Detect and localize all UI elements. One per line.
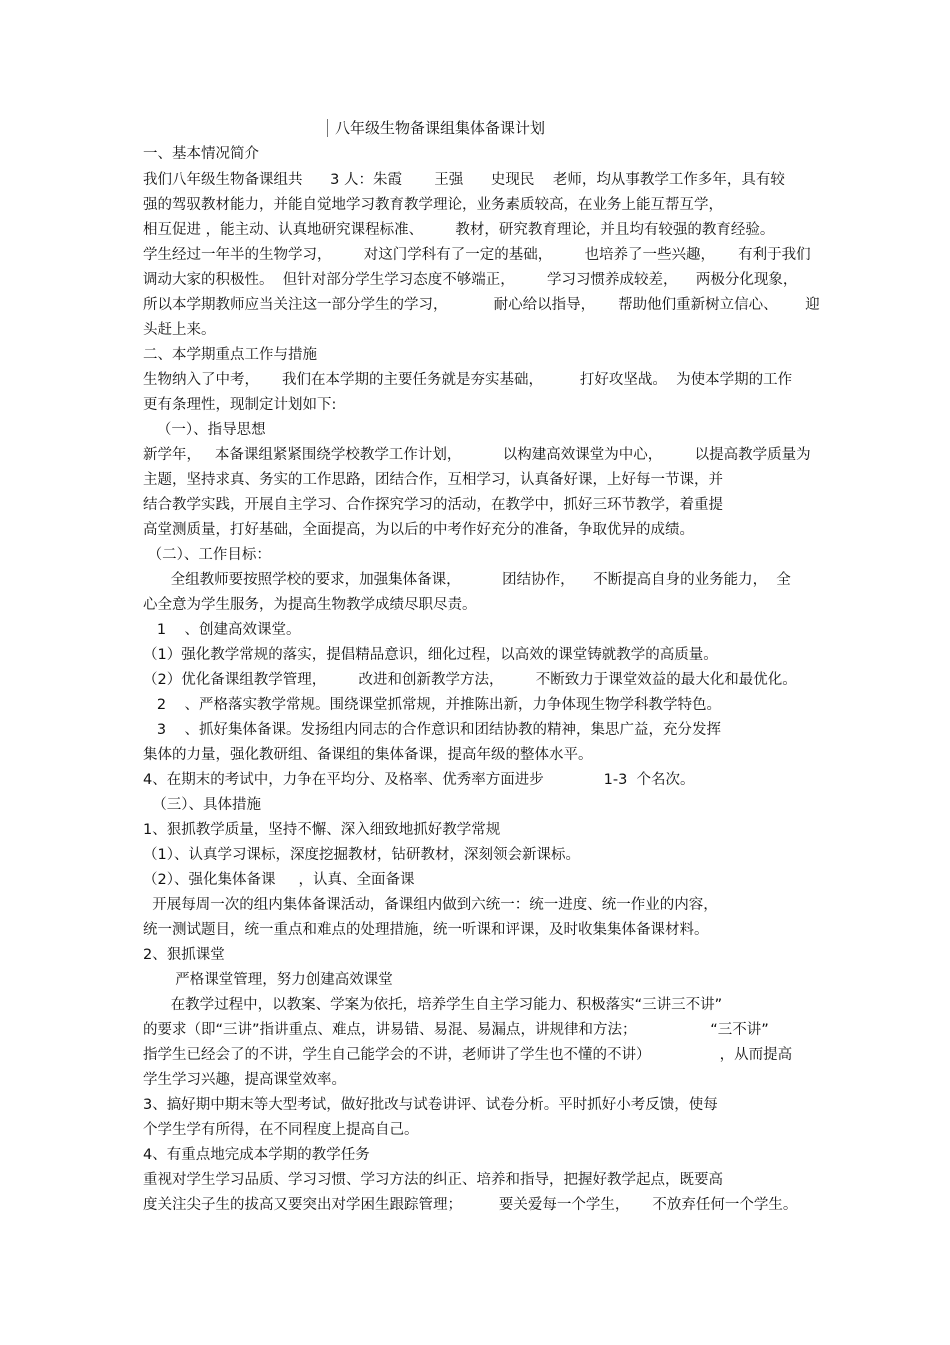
body-line: 心全意为学生服务，为提高生物教学成绩尽职尽责。 [143, 597, 477, 613]
body-line: 主题，坚持求真、务实的工作思路，团结合作，互相学习，认真备好课，上好每一节课，并 [143, 472, 723, 488]
body-line: 强的驾驭教材能力，并能自觉地学习教育教学理论，业务素质较高，在业务上能互帮互学， [143, 197, 723, 213]
body-line: 2 、严格落实教学常规。围绕课堂抓常规，并推陈出新，力争体现生物学科教学特色。 [143, 697, 721, 713]
body-line: 1 、创建高效课堂。 [143, 622, 301, 638]
body-line: （2）优化备课组教学管理， 改进和创新教学方法， 不断致力于课堂效益的最大化和最优化。 [143, 672, 797, 688]
body-line: 度关注尖子生的拔高又要突出对学困生跟踪管理； 要关爱每一个学生， 不放弃任何一个学生。 [143, 1197, 798, 1213]
body-line: （1）、认真学习课标，深度挖掘教材，钻研教材，深刻领会新课标。 [143, 847, 580, 863]
body-line: 新学年， 本备课组紧紧围绕学校教学工作计划， 以构建高效课堂为中心， 以提高教学质量为 [143, 447, 811, 463]
body-line: 调动大家的积极性。 但针对部分学生学习态度不够端正， 学习习惯养成较差， 两极分化现象， [143, 272, 798, 288]
document-title: 八年级生物备课组集体备课计划 [335, 119, 546, 137]
body-line: 开展每周一次的组内集体备课活动，备课组内做到六统一：统一进度、统一作业的内容， [143, 897, 718, 913]
body-line: 全组教师要按照学校的要求，加强集体备课， 团结协作， 不断提高自身的业务能力， 全 [143, 572, 791, 588]
body-line: 高堂测质量，打好基础，全面提高，为以后的中考作好充分的准备，争取优异的成绩。 [143, 522, 694, 538]
text-cursor [327, 119, 328, 137]
body-line: （三）、具体措施 [143, 797, 261, 813]
body-line: 结合教学实践，开展自主学习、合作探究学习的活动，在教学中，抓好三环节教学，着重提 [143, 497, 723, 513]
body-line: 个学生学有所得，在不同程度上提高自己。 [143, 1122, 419, 1138]
body-line: 3 、抓好集体备课。发扬组内同志的合作意识和团结协教的精神，集思广益，充分发挥 [143, 722, 721, 738]
body-line: 重视对学生学习品质、学习习惯、学习方法的纠正、培养和指导，把握好教学起点，既要高 [143, 1172, 723, 1188]
body-line: （一）、指导思想 [143, 422, 266, 438]
body-line: 集体的力量，强化教研组、备课组的集体备课，提高年级的整体水平。 [143, 747, 593, 763]
body-line: 我们八年级生物备课组共 3 人：朱霞 王强 史现民 老师，均从事教学工作多年，具有较 [143, 172, 785, 188]
body-line: 相互促进 ，能主动、认真地研究课程标准、 教材，研究教育理论，并且均有较强的教育经验。 [143, 222, 775, 238]
body-line: （二）、工作目标： [143, 547, 271, 563]
body-line: 1、狠抓教学质量，坚持不懈、深入细致地抓好教学常规 [143, 822, 501, 838]
body-line: 二、本学期重点工作与措施 [143, 347, 317, 363]
body-line: 一、基本情况简介 [143, 146, 259, 162]
body-line: 所以本学期教师应当关注这一部分学生的学习， 耐心给以指导， 帮助他们重新树立信心、 迎 [143, 297, 820, 313]
body-line: 学生学习兴趣，提高课堂效率。 [143, 1072, 346, 1088]
body-line: （1）强化教学常规的落实，提倡精品意识，细化过程，以高效的课堂铸就教学的高质量。 [143, 647, 718, 663]
body-line: 在教学过程中，以教案、学案为依托，培养学生自主学习能力、积极落实“三讲三不讲” [143, 997, 723, 1013]
body-line: 更有条理性，现制定计划如下: [143, 397, 337, 413]
body-line: 3、搞好期中期末等大型考试，做好批改与试卷讲评、试卷分析。平时抓好小考反馈，使每 [143, 1097, 718, 1113]
body-line: 头赶上来。 [143, 322, 216, 338]
body-line: 4、有重点地完成本学期的教学任务 [143, 1147, 370, 1163]
body-line: 学生经过一年半的生物学习， 对这门学科有了一定的基础， 也培养了一些兴趣， 有利于我们 [143, 247, 811, 263]
body-line: 的要求（即“三讲”指讲重点、难点，讲易错、易混、易漏点，讲规律和方法； “三不讲” [143, 1022, 769, 1038]
body-line: 严格课堂管理，努力创建高效课堂 [143, 972, 393, 988]
body-line: （2）、强化集体备课 ，认真、全面备课 [143, 872, 415, 888]
body-line: 2、狠抓课堂 [143, 947, 225, 963]
body-line: 生物纳入了中考， 我们在本学期的主要任务就是夯实基础， 打好攻坚战。 为使本学期的工作 [143, 372, 793, 388]
body-line: 统一测试题目，统一重点和难点的处理措施，统一听课和评课，及时收集集体备课材料。 [143, 922, 709, 938]
body-line: 4、在期末的考试中，力争在平均分、及格率、优秀率方面进步 1-3 个名次。 [143, 772, 695, 788]
body-line: 指学生已经会了的不讲，学生自己能学会的不讲，老师讲了学生也不懂的不讲） ，从而提高 [143, 1047, 793, 1063]
